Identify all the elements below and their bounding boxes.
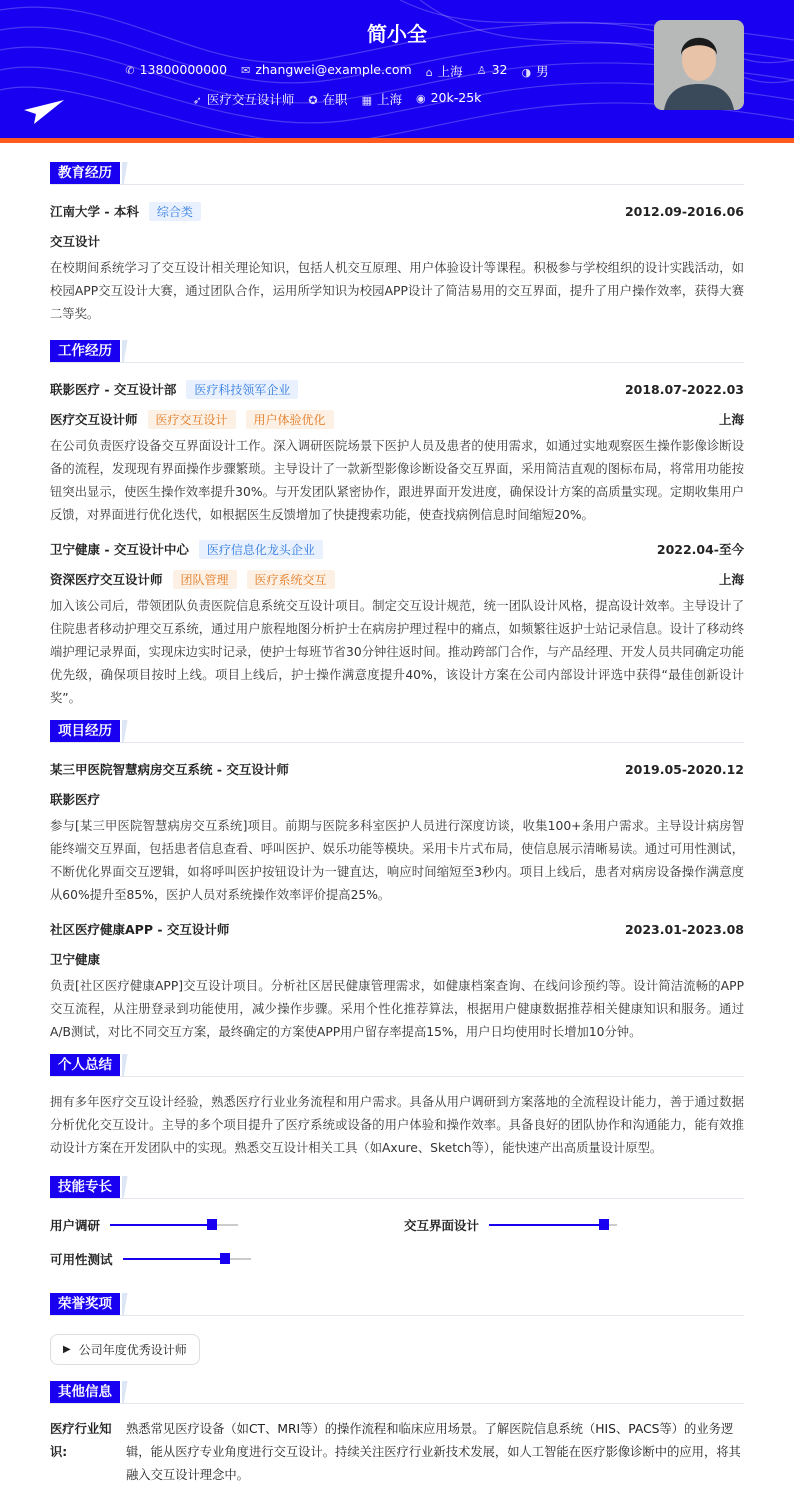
job-city: ▦ 上海 — [361, 92, 402, 107]
resume-body — [50, 162, 744, 1487]
role-tag: 用户体验优化 — [246, 410, 334, 429]
award-item[interactable]: ▶ 公司年度优秀设计师 — [50, 1334, 200, 1365]
section-awards: 荣誉奖项 — [50, 1293, 744, 1316]
work-date: 2018.07-2022.03 — [624, 381, 744, 397]
work-item — [50, 537, 744, 710]
section-work: 工作经历 — [50, 340, 744, 363]
project-title: 某三甲医院智慧病房交互系统 - 交互设计师 — [50, 762, 289, 777]
section-projects: 项目经历 — [50, 720, 744, 743]
send-icon: ➶ — [192, 94, 202, 107]
work-desc: 在公司负责医疗设备交互界面设计工作。深入调研医院场景下医护人员及患者的使用需求，如通过实地观察医生操作影像诊断设备的流程，发现现有界面操作步骤繁琐。主导设计了一款新型影像诊断设备交互界面，采用简洁直观的图标布局，将常用功能按钮突出显示，使医生操作效率提升30%。与开发团队紧密协作，跟进界面开发进度，确保设计方案的高质量实现。定期收集用户反馈，对界面进行优化迭代，如根据医生反馈增加了快捷搜索功能，使查找病例信息时间缩短20%。 — [50, 439, 744, 522]
mail-icon: ✉ — [241, 64, 251, 77]
project-date: 2019.05-2020.12 — [624, 761, 744, 777]
edu-desc: 在校期间系统学习了交互设计相关理论知识，包括人机交互原理、用户体验设计等课程。积极参与学校组织的设计实践活动，如校园APP交互设计大赛，通过团队合作，运用所学知识为校园APP设计了简洁易用的交互界面，提升了用户操作效率，获得大赛二等奖。 — [50, 261, 744, 321]
skill-level-thumb — [599, 1219, 609, 1230]
project-date: 2023.01-2023.08 — [624, 921, 744, 937]
work-city: 上海 — [718, 572, 744, 587]
project-title: 社区医疗健康APP - 交互设计师 — [50, 922, 230, 937]
company: 卫宁健康 - 交互设计中心 — [50, 542, 189, 557]
skills-list — [50, 1213, 744, 1271]
status-icon: ✪ — [308, 94, 318, 107]
paper-plane-icon — [24, 100, 64, 124]
project-desc: 负责[社区医疗健康APP]交互设计项目。分析社区居民健康管理需求，如健康档案查询、在线问诊预约等。设计简洁流畅的APP交互流程，从注册登录到功能使用，减少操作步骤。采用个性化推荐算法，根据用户健康数据推荐相关健康知识和服务。通过A/B测试，对比不同交互方案，最终确定的方案使APP用户留存率提高15%，用户日均使用时长增加10分钟。 — [50, 979, 744, 1039]
project-desc: 参与[某三甲医院智慧病房交互系统]项目。前期与医院多科室医护人员进行深度访谈，收集100+条用户需求。主导设计病房智能终端交互界面，包括患者信息查看、呼叫医护、娱乐功能等模块。采用卡片式布局，使信息展示清晰易读。通过可用性测试，不断优化界面交互逻辑，如将呼叫医护按钮设计为一键直达，响应时间缩短至3秒内。项目上线后，患者对病房设备操作满意度从60%提升至85%，医护人员对系统操作效率评价提高25%。 — [50, 819, 744, 902]
job-row — [0, 90, 734, 108]
role: 医疗交互设计师 — [50, 412, 138, 427]
company: 联影医疗 - 交互设计部 — [50, 382, 177, 397]
email: ✉ zhangwei@example.com — [241, 62, 412, 77]
work-desc: 加入该公司后，带领团队负责医院信息系统交互设计项目。制定交互设计规范，统一团队设计风格，提高设计效率。主导设计了住院患者移动护理交互系统，通过用户旅程地图分析护士在病房护理过程中的痛点，如频繁往返护士站记录信息。设计了移动终端护理记录界面，实现床边实时记录，使护士每班节省30分钟往返时间。推动跨部门合作，与产品经理、开发人员共同确定功能优先级，确保项目按时上线。项目上线后，护士操作满意度提升40%，该设计方案在公司内部设计评选中获得“最佳创新设计奖”。 — [50, 599, 744, 705]
resume-header — [0, 0, 794, 143]
job-title: ➶ 医疗交互设计师 — [192, 92, 295, 107]
major: 交互设计 — [50, 234, 101, 249]
skill-level-bar — [489, 1224, 617, 1226]
project-org: 联影医疗 — [50, 792, 101, 807]
other-info-item: 医疗行业知识: 熟悉常见医疗设备（如CT、MRI等）的操作流程和临床应用场景。了解医院信息系统（HIS、PACS等）的业务逻辑，能从医疗专业角度进行交互设计。持续关注医疗行业新技术发展，如人工智能在医疗影像诊断中的应用，将其融入交互设计理念中。 — [50, 1422, 741, 1482]
building-icon: ▦ — [361, 94, 372, 107]
project-org: 卫宁健康 — [50, 952, 101, 967]
phone-icon: ✆ — [125, 64, 135, 77]
gender-icon: ◑ — [521, 66, 532, 79]
age: ♙ 32 — [476, 62, 508, 77]
section-skills: 技能专长 — [50, 1176, 744, 1199]
candidate-name: 简小全 — [367, 22, 427, 46]
role-tag: 团队管理 — [173, 570, 237, 589]
phone: ✆ 13800000000 — [125, 62, 228, 77]
work-item — [50, 377, 744, 527]
section-education: 教育经历 — [50, 162, 744, 185]
project-item — [50, 757, 744, 907]
work-date: 2022.04-至今 — [656, 542, 744, 557]
job-status: ✪ 在职 — [308, 92, 348, 107]
location: ⌂ 上海 — [425, 64, 463, 79]
summary-text: 拥有多年医疗交互设计经验，熟悉医疗行业业务流程和用户需求。具备从用户调研到方案落地的全流程设计能力，善于通过数据分析优化交互设计。主导的多个项目提升了医疗系统或设备的用户体验和操作效率。具备良好的团队协作和沟通能力，能有效推动设计方案在开发团队中的实现。熟悉交互设计相关工具（如Axure、Sketch等），能快速产出高质量设计原型。 — [50, 1095, 744, 1155]
school-tag: 综合类 — [149, 202, 201, 221]
section-summary: 个人总结 — [50, 1054, 744, 1077]
edu-date: 2012.09-2016.06 — [624, 203, 744, 219]
skill-item — [50, 1247, 404, 1271]
skill-level-thumb — [220, 1253, 230, 1264]
skill-name: 用户调研 — [50, 1218, 101, 1233]
skill-name: 交互界面设计 — [404, 1218, 480, 1233]
skill-item — [404, 1213, 744, 1237]
triangle-right-icon: ▶ — [63, 1344, 71, 1355]
avatar — [654, 20, 744, 110]
skill-item — [50, 1213, 404, 1237]
company-tag: 医疗科技领军企业 — [186, 380, 298, 399]
work-city: 上海 — [718, 412, 744, 427]
project-item — [50, 917, 744, 1044]
money-icon: ◉ — [415, 92, 426, 105]
skill-level-thumb — [207, 1219, 217, 1230]
contact-row — [0, 62, 734, 80]
role-tag: 医疗系统交互 — [247, 570, 335, 589]
skill-name: 可用性测试 — [50, 1252, 113, 1267]
skill-level-bar — [123, 1258, 251, 1260]
company-tag: 医疗信息化龙头企业 — [199, 540, 323, 559]
skill-level-bar — [110, 1224, 238, 1226]
home-icon: ⌂ — [425, 66, 433, 79]
role: 资深医疗交互设计师 — [50, 572, 163, 587]
role-tag: 医疗交互设计 — [148, 410, 236, 429]
school: 江南大学 - 本科 — [50, 204, 139, 219]
gender: ◑ 男 — [521, 64, 549, 79]
salary: ◉ 20k-25k — [415, 90, 482, 105]
section-other: 其他信息 — [50, 1381, 744, 1404]
cake-icon: ♙ — [476, 64, 487, 77]
